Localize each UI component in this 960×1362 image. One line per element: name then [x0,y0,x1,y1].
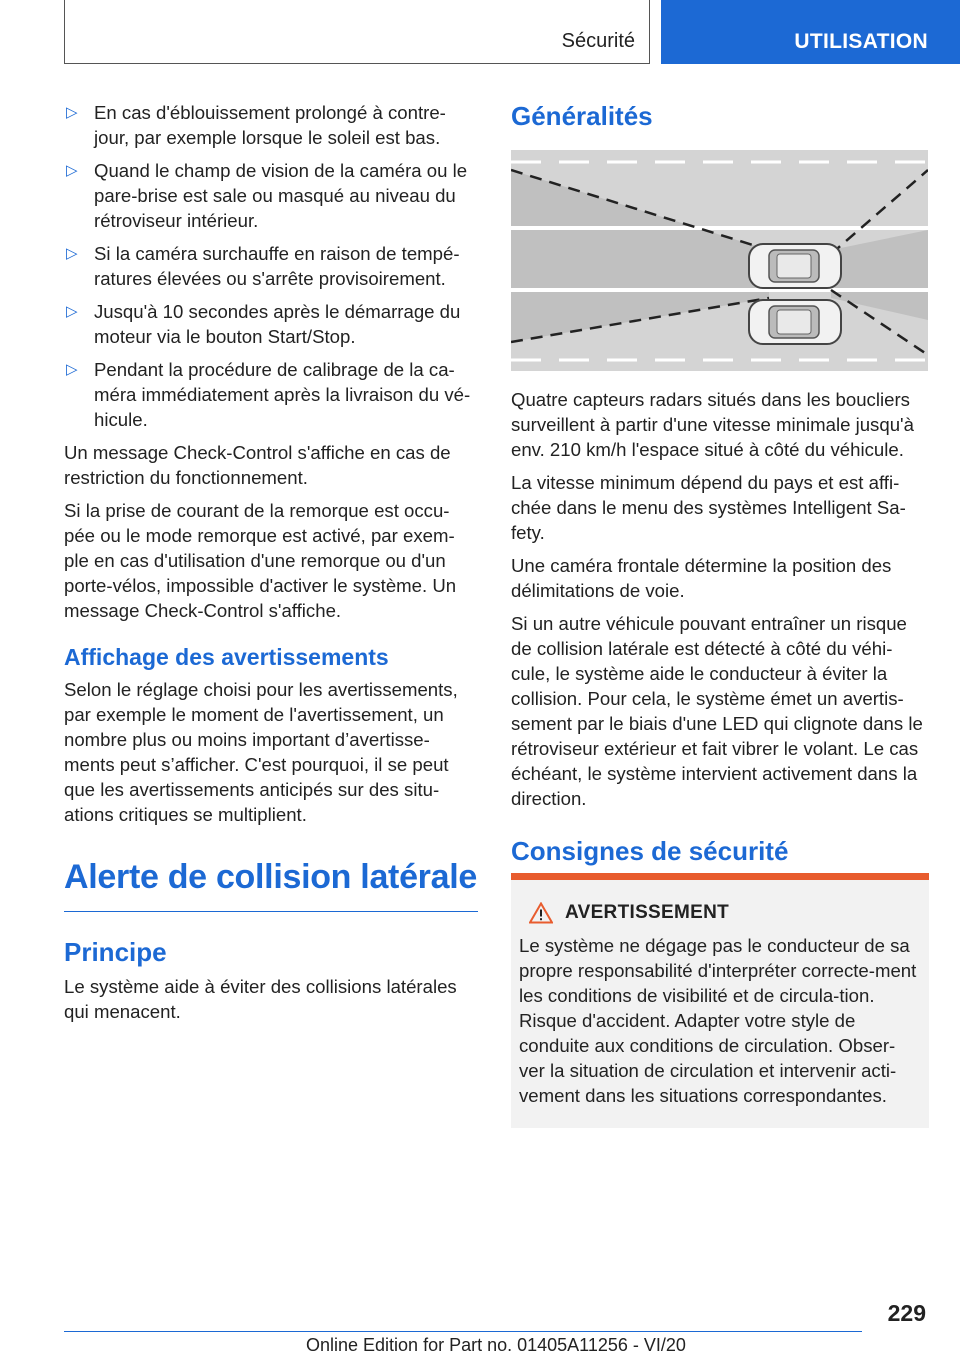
bullet-triangle-icon: ▷ [66,245,78,262]
bullet-triangle-icon: ▷ [66,104,78,121]
own-vehicle [749,244,841,288]
generalites-paragraph-4: Si un autre véhicule pouvant entraîner un risque de collision latérale est détecté à côté du véhi-cule, le système aide le conducteur à éviter la collision. Pour cela, le système émet un avertis-sement par le biais d'une LED qui clignote dans le rétroviseur extérieur et fait vibrer le volant. Le cas échéant, le système intervient activement dans la direction. [511,613,923,809]
list-item: ▷ Si la caméra surchauffe en raison de tempé-ratures élevées ou s'arrête provisoirement. [66,243,460,289]
warning-header [529,900,921,925]
generalites-paragraph-2: La vitesse minimum dépend du pays et est affi-chée dans le menu des systèmes Intelligent Sa-fety. [511,472,906,543]
list-item: ▷ En cas d'éblouissement prolongé à contre-jour, par exemple lorsque le soleil est bas. [66,102,446,148]
generalites-paragraph-3: Une caméra frontale détermine la position des délimitations de voie. [511,555,892,601]
header-section-box [64,0,650,64]
heading-consignes: Consignes de sécurité [511,836,789,866]
bullet-triangle-icon: ▷ [66,361,78,378]
heading-principe: Principe [64,937,167,967]
bullet-triangle-icon: ▷ [66,303,78,320]
side-collision-illustration [511,150,928,371]
warning-title: AVERTISSEMENT [565,902,730,923]
affichage-paragraph: Selon le réglage choisi pour les avertissements, par exemple le moment de l'avertissement, un nombre plus ou moins important d’avertisse-ments peut s’afficher. C'est pourquoi, il se peut que les avertissements anticipés sur des situ-ations critiques se multiplient. [64,679,458,825]
page-title: Alerte de collision latérale [64,855,478,912]
footer-divider [64,1331,862,1332]
warning-text: Le système ne dégage pas le conducteur de sa propre responsabilité d'interpréter correcte-ment les conditions de visibilité et de circula-tion. Risque d'accident. Adapter votre style de conduite aux conditions de circulation. Obser-ver la situation de circulation et intervenir acti-vement dans les situations correspondantes. [519,935,917,1106]
right-column [511,100,929,1128]
page-number: 229 [887,1300,926,1326]
header-chapter-tab[interactable] [661,0,960,64]
heading-affichage: Affichage des avertissements [64,644,389,670]
heading-generalites: Généralités [511,101,653,131]
list-item: ▷ Quand le champ de vision de la caméra ou le pare-brise est sale ou masqué au niveau du rétroviseur intérieur. [66,160,468,231]
left-column [64,100,478,1032]
header-chapter-label: UTILISATION [794,30,928,53]
list-item: ▷ Pendant la procédure de calibrage de la ca-méra immédiatement après la livraison du vé-hicule. [66,359,471,430]
list-item: ▷ Jusqu'à 10 secondes après le démarrage du moteur via le bouton Start/Stop. [66,301,461,347]
warning-box [511,873,929,1128]
bullet-triangle-icon: ▷ [66,162,78,179]
principe-paragraph: Le système aide à éviter des collisions latérales qui menacent. [64,976,457,1022]
check-control-paragraph: Un message Check-Control s'affiche en cas de restriction du fonctionnement. [64,442,451,488]
trailer-paragraph: Si la prise de courant de la remorque est occu-pée ou le mode remorque est activé, par exem-ple en cas d'utilisation d'une remorque ou d'un porte-vélos, impossible d'activer le système. Un message Check-Control s'affiche. [64,500,457,621]
header-section-title: Sécurité [561,30,635,52]
limitations-list [64,100,478,432]
generalites-paragraph-1: Quatre capteurs radars situés dans les boucliers surveillent à partir d'une vitesse minimale jusqu'à env. 210 km/h l'espace situé à côté du véhicule. [511,389,914,460]
adjacent-vehicle [749,300,841,344]
footer-edition: Online Edition for Part no. 01405A11256 - VI/20 [306,1335,686,1355]
warning-triangle-icon [529,902,553,924]
